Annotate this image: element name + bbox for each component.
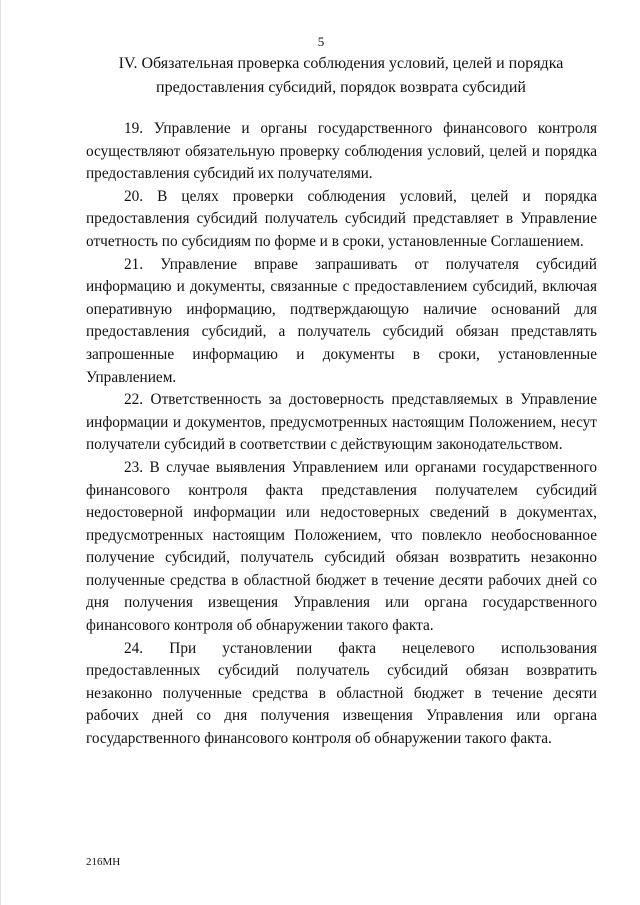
paragraph-20: 20. В целях проверки соблюдения условий, целей и порядка предоставления субсидий получатель субсидий представляет в Управление отчетность по субсидиям по форме и в сроки, установленные Соглашением. [86, 187, 597, 250]
document-code: 216МН [86, 856, 121, 868]
paragraph-21: 21. Управление вправе запрашивать от получателя субсидий информацию и документы, связанные с предоставлением субсидий, включая оперативную информацию, подтверждающую наличие оснований для предоставления субсидий, а получатель субсидий обязан представлять запрошенные информацию и документы в сроки, установленные Управлением. [86, 255, 597, 386]
section-title [71, 52, 611, 100]
paragraph-23: 23. В случае выявления Управлением или органами государственного финансового контроля факта представления получателем субсидий недостоверной информации или недостоверных сведений в документах, предусмотренных настоящим Положением, что повлекло необоснованное получение субсидий, получатель субсидий обязан возвратить незаконно полученные средства в областной бюджет в течение десяти рабочих дней со дня получения извещения Управления или органа государственного финансового контроля об обнаружении такого факта. [86, 458, 597, 635]
paragraph-22: 22. Ответственность за достоверность представляемых в Управление информации и документов, предусмотренных настоящим Положением, несут получатели субсидий в соответствии с действующим законодательством. [86, 391, 597, 454]
paragraph-24: 24. При установлении факта нецелевого использования предоставленных субсидий получатель субсидий обязан возвратить незаконно полученные средства в областной бюджет в течение десяти рабочих дней со дня получения извещения Управления или органа государственного финансового контроля об обнаружении такого факта. [86, 639, 597, 748]
page-number: 5 [317, 34, 325, 49]
section-title-line-1: IV. Обязательная проверка соблюдения условий, целей и порядка [118, 55, 564, 72]
section-title-line-2: предоставления субсидий, порядок возврата субсидий [156, 79, 526, 96]
paragraph-19: 19. Управление и органы государственного финансового контроля осуществляют обязательную проверку соблюдения условий, целей и порядка предоставления субсидий их получателями. [86, 120, 597, 183]
document-body [86, 118, 597, 751]
